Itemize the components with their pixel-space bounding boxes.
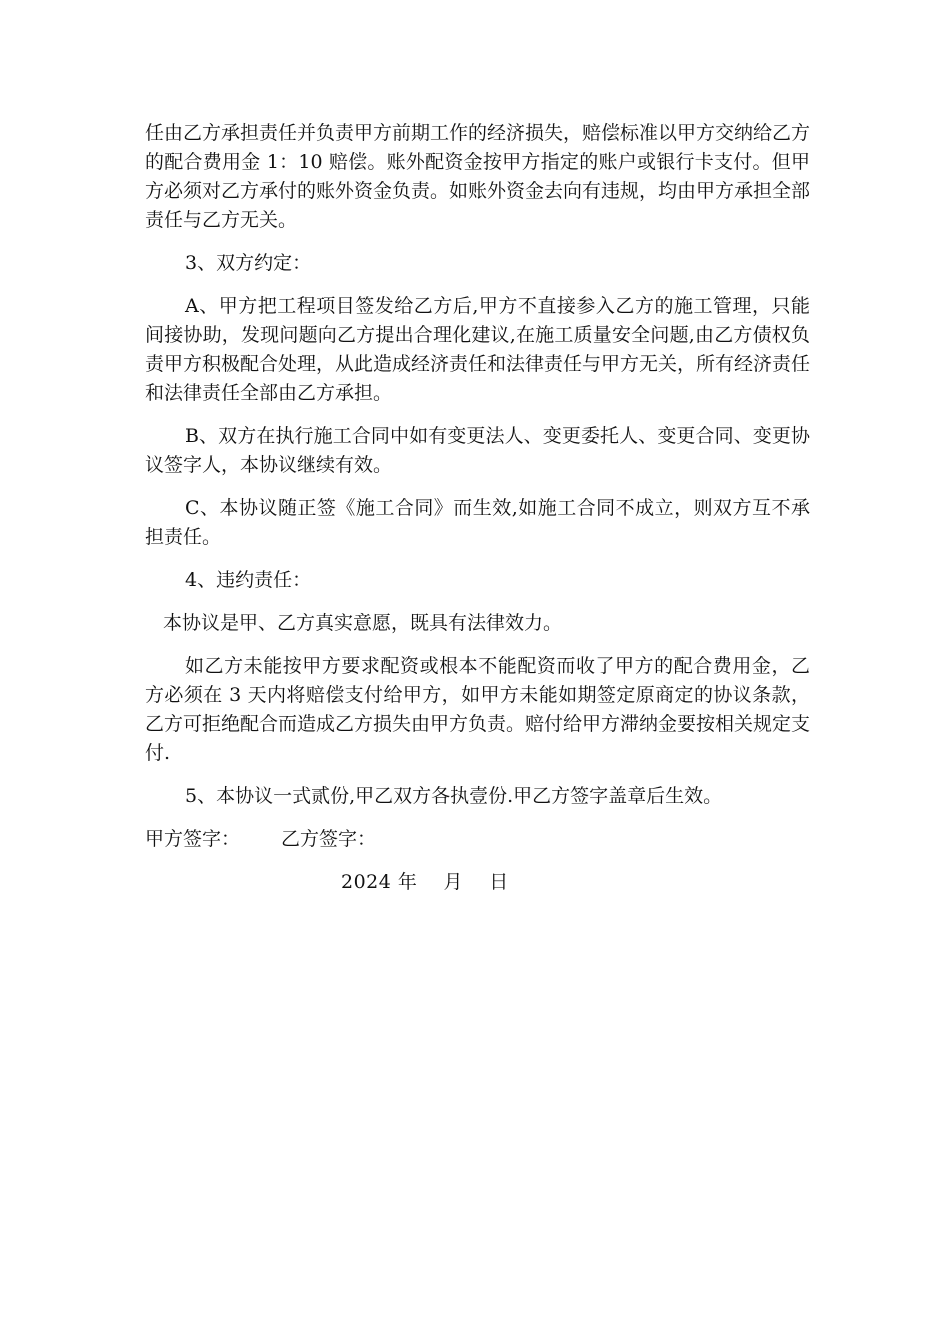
- date-line: 2024 年 月 日: [341, 871, 509, 893]
- paragraph-copies: 5、本协议一式贰份,甲乙双方各执壹份.甲乙方签字盖章后生效。: [185, 785, 723, 807]
- clause-c: C、本协议随正签《施工合同》而生效,如施工合同不成立，则双方互不承担责任。: [145, 497, 810, 548]
- heading-mutual-agreement: 3、双方约定：: [185, 252, 312, 274]
- clause-b: B、双方在执行施工合同中如有变更法人、变更委托人、变更合同、变更协议签字人，本协议继续有效。: [145, 425, 810, 476]
- party-b-signature-label: 乙方签字：: [281, 828, 377, 850]
- document-body: [145, 119, 810, 897]
- paragraph-legal-effect: 本协议是甲、乙方真实意愿，既具有法律效力。: [163, 612, 563, 634]
- heading-breach-liability: 4、违约责任：: [185, 569, 312, 591]
- paragraph-breach-terms: 如乙方未能按甲方要求配资或根本不能配资而收了甲方的配合费用金，乙方必须在 3 天内将赔偿支付给甲方，如甲方未能如期签定原商定的协议条款，乙方可拒绝配合而造成乙方损失由甲方负责。赔付给甲方滞纳金要按相关规定支付.: [145, 655, 811, 764]
- paragraph-compensation: 任由乙方承担责任并负责甲方前期工作的经济损失，赔偿标准以甲方交纳给乙方的配合费用金 1：10 赔偿。账外配资金按甲方指定的账户或银行卡支付。但甲方必须对乙方承付的账外资金负责。如账外资金去向有违规，均由甲方承担全部责任与乙方无关。: [145, 122, 811, 231]
- signature-row: [145, 825, 810, 854]
- clause-a: A、甲方把工程项目签发给乙方后,甲方不直接参入乙方的施工管理，只能间接协助，发现问题向乙方提出合理化建议,在施工质量安全问题,由乙方债权负责甲方积极配合处理，从此造成经济责任和法律责任与甲方无关，所有经济责任和法律责任全部由乙方承担。: [145, 295, 811, 404]
- party-a-signature-label: 甲方签字：: [145, 828, 241, 850]
